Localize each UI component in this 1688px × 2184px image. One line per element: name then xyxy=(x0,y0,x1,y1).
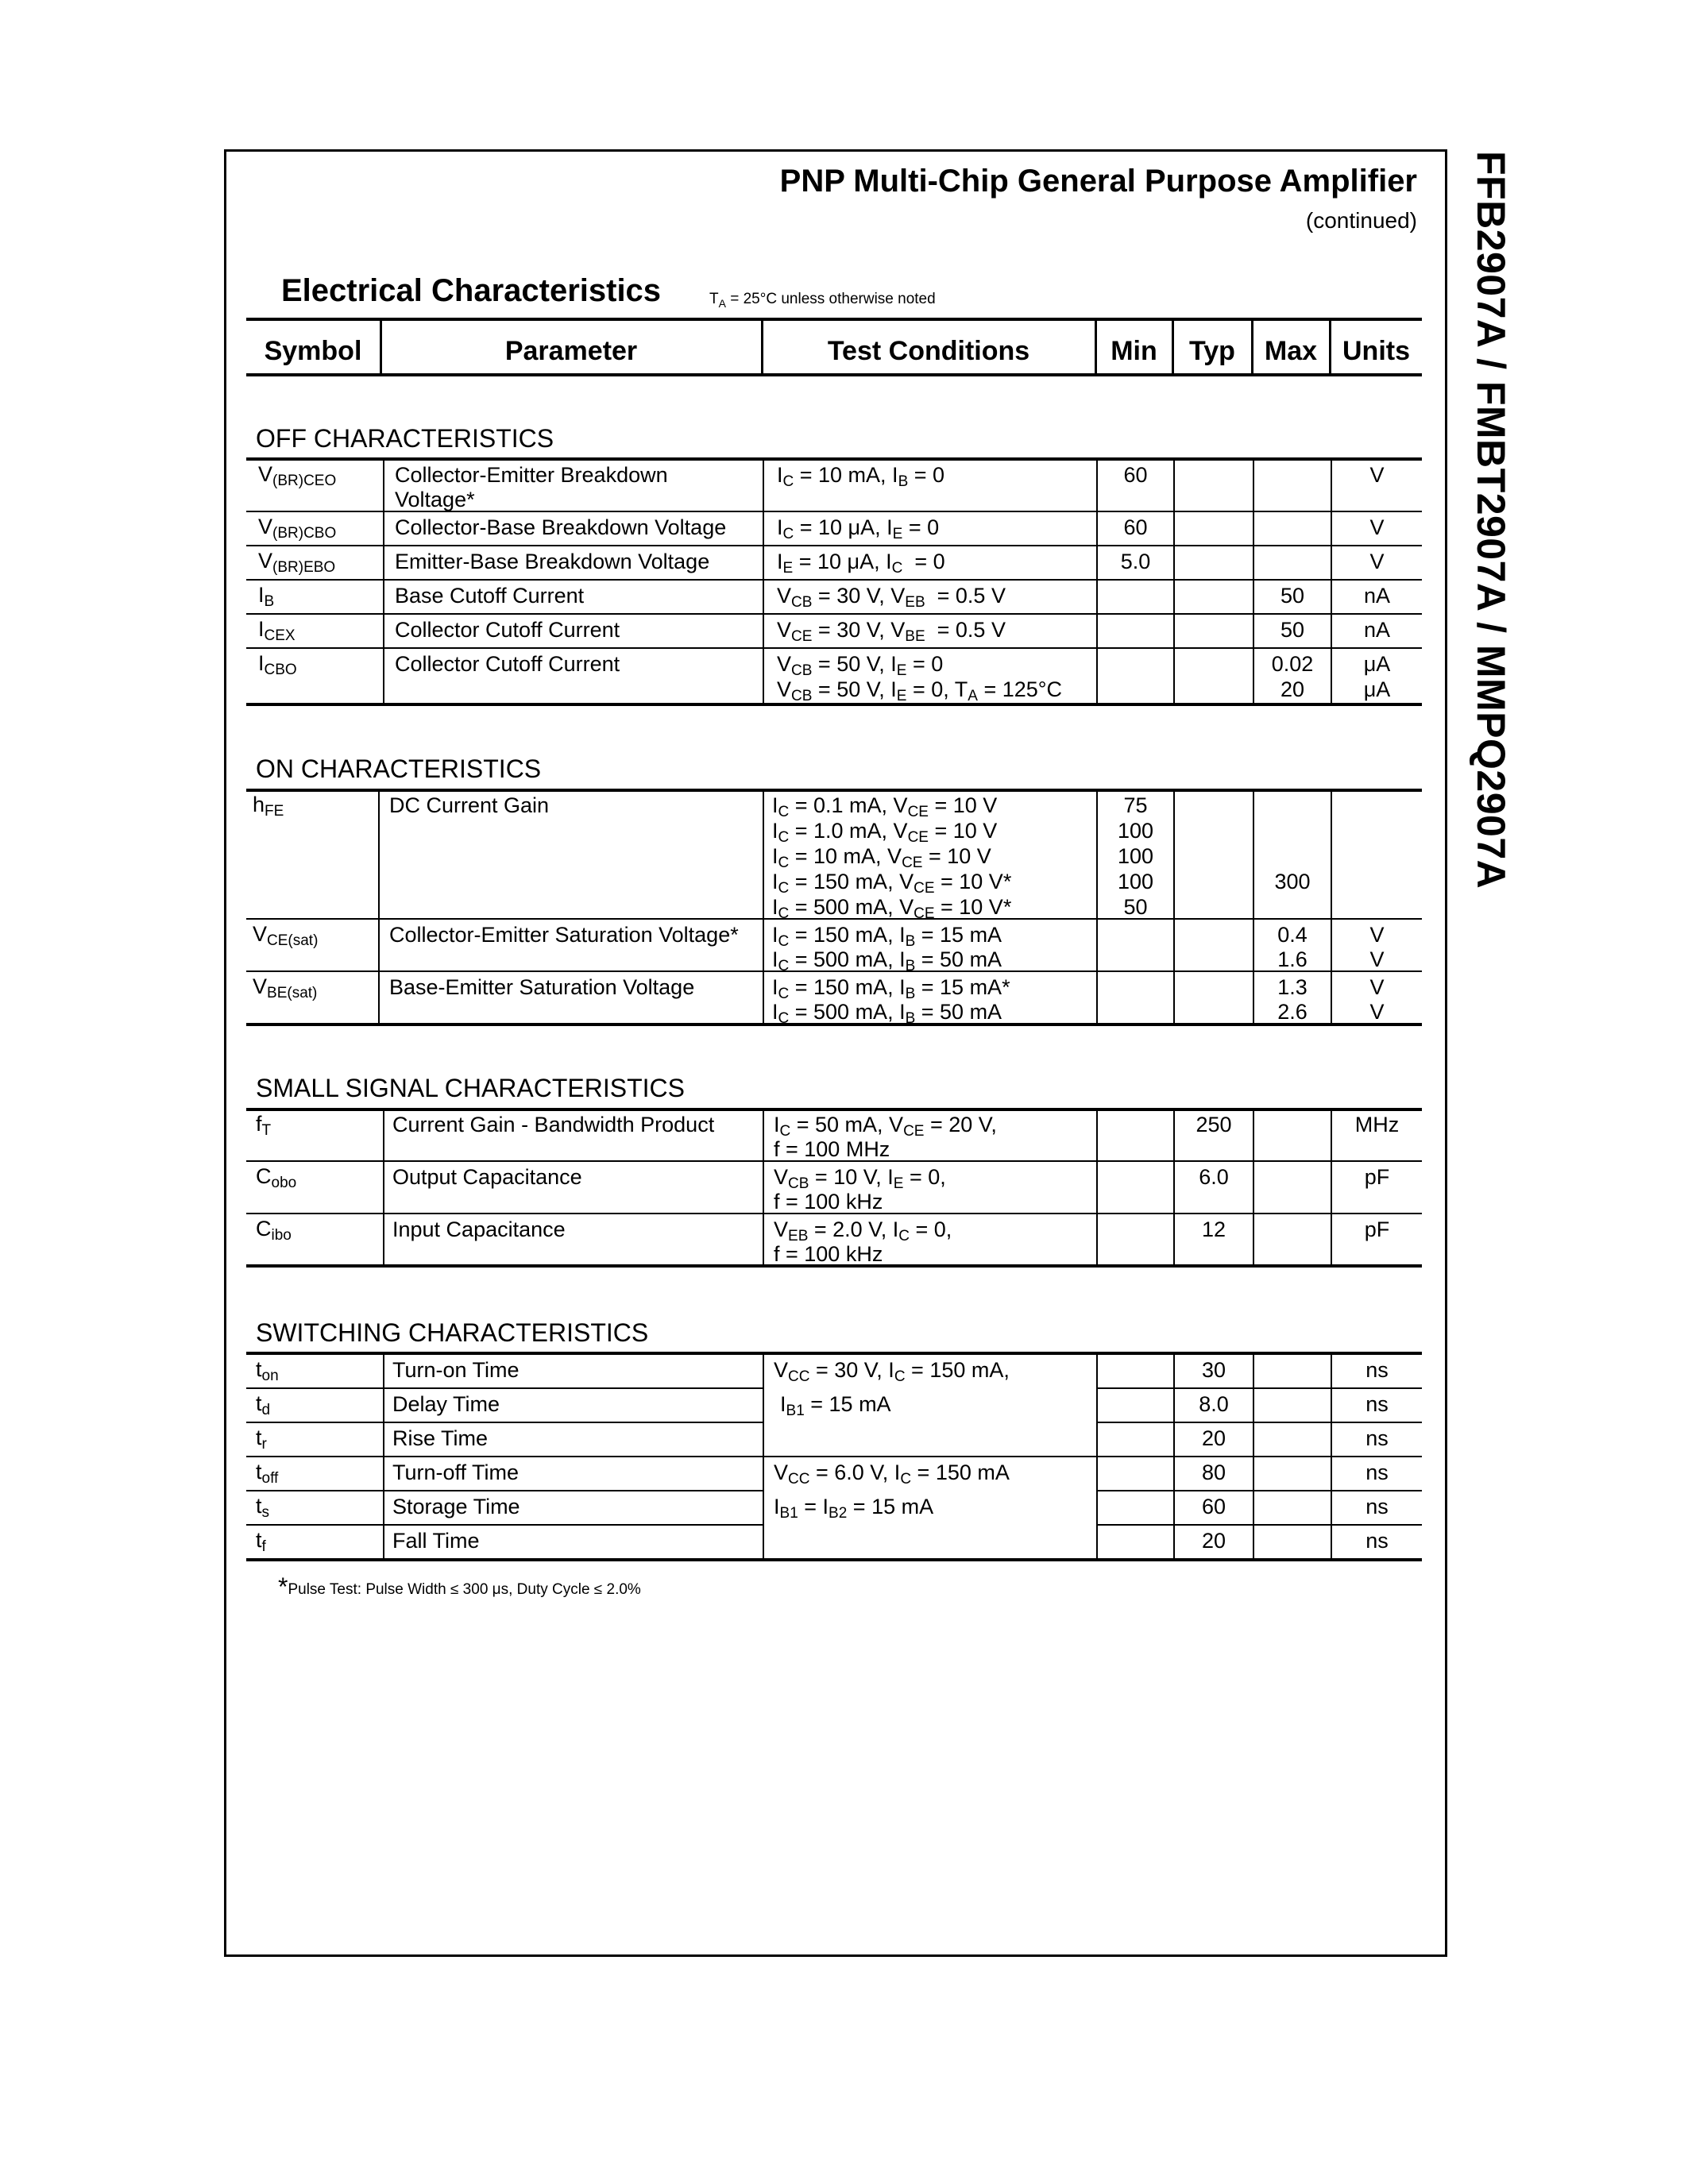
units-cell: nA xyxy=(1363,618,1391,642)
symbol-ton: $t_{on}$ xyxy=(256,1357,279,1384)
symbol-vbrceo: $V_{(BR)CEO}$ xyxy=(258,462,337,489)
units-cell: ns xyxy=(1365,1495,1389,1518)
typ-cell: 20 xyxy=(1201,1529,1226,1553)
column-divider xyxy=(1096,1353,1098,1560)
parameter-cell: Storage Time xyxy=(392,1495,520,1518)
typ-cell: 12 xyxy=(1201,1217,1226,1241)
max-cell: 1.3 xyxy=(1277,975,1308,999)
units-cell: V xyxy=(1369,1000,1385,1024)
section-on-characteristics: ON CHARACTERISTICS xyxy=(256,754,542,783)
condition-cell: $I_C = 150$ mA, $V_{CE} = 10$ V* xyxy=(772,870,1012,897)
column-divider xyxy=(763,459,764,704)
parameter-cell: DC Current Gain xyxy=(389,793,550,817)
symbol-hfe: $h_{FE}$ xyxy=(253,793,284,820)
column-divider xyxy=(763,1109,764,1266)
row-rule xyxy=(1096,1422,1422,1423)
parameter-cell: Base Cutoff Current xyxy=(395,584,585,608)
row-rule xyxy=(246,1387,763,1389)
column-divider xyxy=(1173,459,1175,704)
max-cell: 300 xyxy=(1274,870,1311,893)
condition-cell: $V_{CB} = 50$ V, $I_E = 0$ xyxy=(777,652,944,679)
parameter-cell: Turn-off Time xyxy=(392,1461,520,1484)
units-cell: ns xyxy=(1365,1529,1389,1553)
parameter-cell: Turn-on Time xyxy=(392,1358,520,1382)
parameter-cell: Base-Emitter Saturation Voltage xyxy=(389,975,695,999)
column-divider xyxy=(1096,459,1098,704)
max-cell: 1.6 xyxy=(1277,947,1308,971)
typ-cell: 250 xyxy=(1196,1113,1232,1136)
column-divider xyxy=(1253,1353,1254,1560)
condition-cell: $V_{CC} = 6.0$ V, $I_C = 150$ mA xyxy=(774,1461,1010,1488)
units-cell: V xyxy=(1369,975,1385,999)
header-max: Max xyxy=(1264,336,1318,366)
header-bottom-rule xyxy=(246,373,1422,376)
parameter-cell: Rise Time xyxy=(392,1426,489,1450)
parameter-cell: Input Capacitance xyxy=(392,1217,566,1241)
symbol-vbrebo: $V_{(BR)EBO}$ xyxy=(258,549,336,576)
section-small-signal: SMALL SIGNAL CHARACTERISTICS xyxy=(256,1074,685,1102)
header-top-rule xyxy=(246,318,1422,321)
symbol-tf: $t_f$ xyxy=(256,1528,266,1555)
condition-cell: $V_{CB} = 50$ V, $I_E = 0$, $T_A = 125^\circ C$ xyxy=(777,677,1063,704)
units-cell: μA xyxy=(1363,652,1391,676)
header-test-conditions: Test Conditions xyxy=(827,336,1030,366)
header-typ: Typ xyxy=(1189,336,1235,366)
min-cell: 100 xyxy=(1117,870,1154,893)
section-rule xyxy=(246,1108,1422,1111)
max-cell: 50 xyxy=(1280,618,1305,642)
units-cell: μA xyxy=(1363,677,1391,701)
electrical-characteristics-heading: Electrical Characteristics xyxy=(281,273,662,308)
symbol-toff: $t_{off}$ xyxy=(256,1460,279,1487)
symbol-cobo: $C_{obo}$ xyxy=(256,1164,297,1191)
parameter-cell: Delay Time xyxy=(392,1392,500,1416)
condition-cell: $I_{B1} = 15$ mA xyxy=(780,1392,891,1419)
column-divider xyxy=(1173,790,1175,1024)
parameter-cell: Current Gain - Bandwidth Product xyxy=(392,1113,715,1136)
section-bottom-rule xyxy=(246,1558,1422,1561)
typ-cell: 60 xyxy=(1201,1495,1226,1518)
condition-cell: $I_C = 500$ mA, $V_{CE} = 10$ V* xyxy=(772,895,1012,922)
min-cell: 75 xyxy=(1123,793,1148,817)
min-cell: 60 xyxy=(1123,515,1148,539)
min-cell: 50 xyxy=(1123,895,1148,919)
header-units: Units xyxy=(1342,336,1410,366)
units-cell: V xyxy=(1369,550,1385,573)
pulse-test-footnote: *Pulse Test: Pulse Width ≤ 300 μs, Duty Cycle ≤ 2.0% xyxy=(278,1572,641,1601)
units-cell: nA xyxy=(1363,584,1391,608)
symbol-icbo: $I_{CBO}$ xyxy=(258,651,297,678)
min-cell: 100 xyxy=(1117,844,1154,868)
typ-cell: 6.0 xyxy=(1199,1165,1229,1189)
units-cell: MHz xyxy=(1354,1113,1400,1136)
condition-cell: $V_{CC} = 30$ V, $I_C = 150$ mA, xyxy=(774,1358,1010,1385)
condition-cell: f = 100 kHz xyxy=(774,1190,883,1214)
symbol-ib: $I_B$ xyxy=(258,583,275,610)
condition-cell: $V_{EB} = 2.0$ V, $I_C = 0$, xyxy=(774,1217,952,1244)
max-cell: 0.4 xyxy=(1277,923,1308,947)
column-divider xyxy=(1253,1109,1254,1266)
document-title: PNP Multi-Chip General Purpose Amplifier xyxy=(779,164,1417,199)
condition-cell: $I_C = 10$ mA, $I_B = 0$ xyxy=(777,463,945,490)
section-off-characteristics: OFF CHARACTERISTICS xyxy=(256,424,554,453)
column-divider xyxy=(378,790,380,1024)
parameter-cell: Fall Time xyxy=(392,1529,480,1553)
condition-cell: $I_C = 50$ mA, $V_{CE} = 20$ V, xyxy=(774,1113,997,1140)
min-cell: 100 xyxy=(1117,819,1154,843)
row-rule xyxy=(246,1524,763,1526)
units-cell: ns xyxy=(1365,1392,1389,1416)
symbol-cibo: $C_{ibo}$ xyxy=(256,1217,292,1244)
condition-cell: f = 100 MHz xyxy=(774,1137,890,1161)
page-frame xyxy=(224,149,1447,1957)
units-cell: ns xyxy=(1365,1358,1389,1382)
units-cell: pF xyxy=(1364,1217,1390,1241)
units-cell: pF xyxy=(1364,1165,1390,1189)
row-rule xyxy=(246,1456,1422,1457)
row-rule xyxy=(246,1422,763,1423)
condition-cell: $V_{CB} = 30$ V, $V_{EB} = 0.5$ V xyxy=(777,584,1006,611)
section-switching: SWITCHING CHARACTERISTICS xyxy=(256,1318,649,1347)
parameter-cell: Emitter-Base Breakdown Voltage xyxy=(395,550,710,573)
column-divider xyxy=(383,459,384,704)
condition-cell: $V_{CE} = 30$ V, $V_{BE} = 0.5$ V xyxy=(777,618,1006,645)
condition-cell: $I_E = 10$ μA, $I_C = 0$ xyxy=(777,550,945,577)
min-cell: 60 xyxy=(1123,463,1148,487)
parameter-cell: Voltage* xyxy=(395,488,475,511)
parameter-cell: Collector Cutoff Current xyxy=(395,618,620,642)
column-divider xyxy=(383,1353,384,1560)
section-rule xyxy=(246,457,1422,461)
symbol-vbrcbo: $V_{(BR)CBO}$ xyxy=(258,515,337,542)
max-cell: 20 xyxy=(1280,677,1305,701)
condition-cell: $V_{CB} = 10$ V, $I_E = 0$, xyxy=(774,1165,946,1192)
typ-cell: 30 xyxy=(1201,1358,1226,1382)
symbol-td: $t_d$ xyxy=(256,1391,271,1418)
temperature-note: $T_A = 25^\circ C$ unless otherwise noted xyxy=(709,291,936,310)
typ-cell: 80 xyxy=(1201,1461,1226,1484)
condition-cell: $I_{B1} = I_{B2} = 15$ mA xyxy=(774,1495,934,1522)
condition-cell: $I_C = 150$ mA, $I_B = 15$ mA* xyxy=(772,975,1010,1002)
row-rule xyxy=(1096,1524,1422,1526)
header-parameter: Parameter xyxy=(504,336,638,366)
max-cell: 2.6 xyxy=(1277,1000,1308,1024)
row-rule xyxy=(1096,1490,1422,1491)
parameter-cell: Collector-Base Breakdown Voltage xyxy=(395,515,727,539)
parameter-cell: Collector Cutoff Current xyxy=(395,652,620,676)
symbol-vcesat: $V_{CE(sat)}$ xyxy=(253,922,319,949)
units-cell: ns xyxy=(1365,1426,1389,1450)
max-cell: 50 xyxy=(1280,584,1305,608)
symbol-ft: $f_T$ xyxy=(256,1112,272,1139)
column-divider xyxy=(1096,1109,1098,1266)
symbol-tr: $t_r$ xyxy=(256,1426,267,1453)
section-rule xyxy=(246,789,1422,792)
column-divider xyxy=(383,1109,384,1266)
units-cell: V xyxy=(1369,515,1385,539)
parameter-cell: Collector-Emitter Breakdown xyxy=(395,463,668,487)
symbol-vbesat: $V_{BE(sat)}$ xyxy=(253,974,318,1001)
condition-cell: $I_C = 0.1$ mA, $V_{CE} = 10$ V xyxy=(772,793,998,820)
condition-cell: $I_C = 1.0$ mA, $V_{CE} = 10$ V xyxy=(772,819,998,846)
typ-cell: 20 xyxy=(1201,1426,1226,1450)
min-cell: 5.0 xyxy=(1120,550,1151,573)
typ-cell: 8.0 xyxy=(1199,1392,1229,1416)
symbol-ts: $t_s$ xyxy=(256,1494,270,1521)
units-cell: ns xyxy=(1365,1461,1389,1484)
row-rule xyxy=(246,1490,763,1491)
units-cell: V xyxy=(1369,947,1385,971)
units-cell: V xyxy=(1369,923,1385,947)
parameter-cell: Collector-Emitter Saturation Voltage* xyxy=(389,923,739,947)
side-part-number: FFB2907A / FMBT2907A / MMPQ2907A xyxy=(1469,151,1513,889)
condition-cell: $I_C = 150$ mA, $I_B = 15$ mA xyxy=(772,923,1002,950)
header-symbol: Symbol xyxy=(264,336,362,366)
units-cell: V xyxy=(1369,463,1385,487)
column-divider xyxy=(763,790,764,1024)
condition-cell: f = 100 kHz xyxy=(774,1242,883,1266)
symbol-icex: $I_{CEX}$ xyxy=(258,617,295,644)
max-cell: 0.02 xyxy=(1271,652,1314,676)
row-rule xyxy=(1096,1387,1422,1389)
header-min: Min xyxy=(1111,336,1157,366)
column-divider xyxy=(763,1353,764,1560)
condition-cell: $I_C = 10$ mA, $V_{CE} = 10$ V xyxy=(772,844,991,871)
condition-cell: $I_C = 500$ mA, $I_B = 50$ mA xyxy=(772,1000,1002,1027)
condition-cell: $I_C = 500$ mA, $I_B = 50$ mA xyxy=(772,947,1002,974)
condition-cell: $I_C = 10$ μA, $I_E = 0$ xyxy=(777,515,940,542)
section-rule xyxy=(246,1352,1422,1355)
document-continued-label: (continued) xyxy=(1305,208,1417,233)
parameter-cell: Output Capacitance xyxy=(392,1165,582,1189)
